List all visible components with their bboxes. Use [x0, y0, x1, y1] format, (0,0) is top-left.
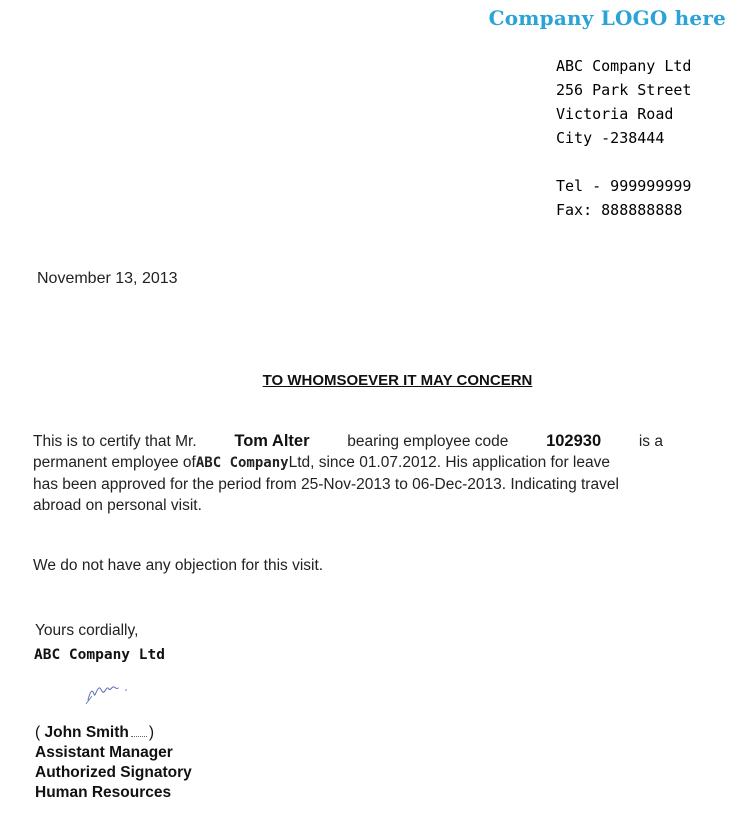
- paragraph-line-2: [33, 452, 663, 474]
- company-address-block: [556, 54, 691, 222]
- objection-statement: We do not have any objection for this visit.: [33, 557, 324, 574]
- closing-salutation: Yours cordially,: [35, 622, 139, 639]
- letter-date: [37, 270, 178, 288]
- closing-company: ABC Company Ltd: [34, 647, 165, 663]
- signatory-block: [35, 723, 192, 803]
- address-road: Victoria Road: [556, 105, 674, 123]
- perm-prefix: permanent employee of: [33, 454, 196, 471]
- code-label: bearing employee code: [347, 433, 509, 450]
- signatory-department: Human Resources: [35, 784, 172, 801]
- letter-subject: TO WHOMSOEVER IT MAY CONCERN: [262, 372, 533, 389]
- employee-code: 102930: [546, 432, 602, 450]
- paragraph-line-1: [33, 431, 663, 452]
- company-logo-placeholder: Company LOGO here: [488, 6, 726, 30]
- employee-name: Tom Alter: [234, 432, 310, 450]
- signatory-role: Authorized Signatory: [35, 764, 192, 781]
- perm-suffix: Ltd, since 01.07.2012. His application for leave: [288, 454, 610, 471]
- address-street: 256 Park Street: [556, 81, 692, 99]
- address-city: City -238444: [556, 129, 665, 147]
- intro-text: This is to certify that Mr.: [33, 433, 197, 450]
- address-spacer: [556, 150, 691, 174]
- dotted-leader: [131, 736, 147, 737]
- signatory-name: John Smith: [44, 724, 129, 741]
- address-company: ABC Company Ltd: [556, 57, 692, 75]
- signatory-title: Assistant Manager: [35, 744, 173, 761]
- employer-company: ABC Company: [195, 455, 289, 471]
- close-paren: ): [148, 724, 155, 741]
- open-paren: (: [35, 724, 41, 741]
- date-month-day: November 13: [37, 270, 134, 287]
- certification-paragraph: [33, 431, 663, 516]
- paragraph-line-4: abroad on personal visit.: [33, 497, 202, 514]
- paragraph-line-3: has been approved for the period from 25-Nov-2013 to 06-Dec-2013. Indicating travel: [33, 476, 619, 493]
- handwritten-signature: [80, 670, 150, 710]
- date-year: , 2013: [133, 270, 178, 287]
- address-fax: Fax: 888888888: [556, 201, 683, 219]
- signatory-name-line: [35, 723, 192, 743]
- is-a-text: is a: [638, 433, 663, 450]
- address-tel: Tel - 999999999: [556, 177, 692, 195]
